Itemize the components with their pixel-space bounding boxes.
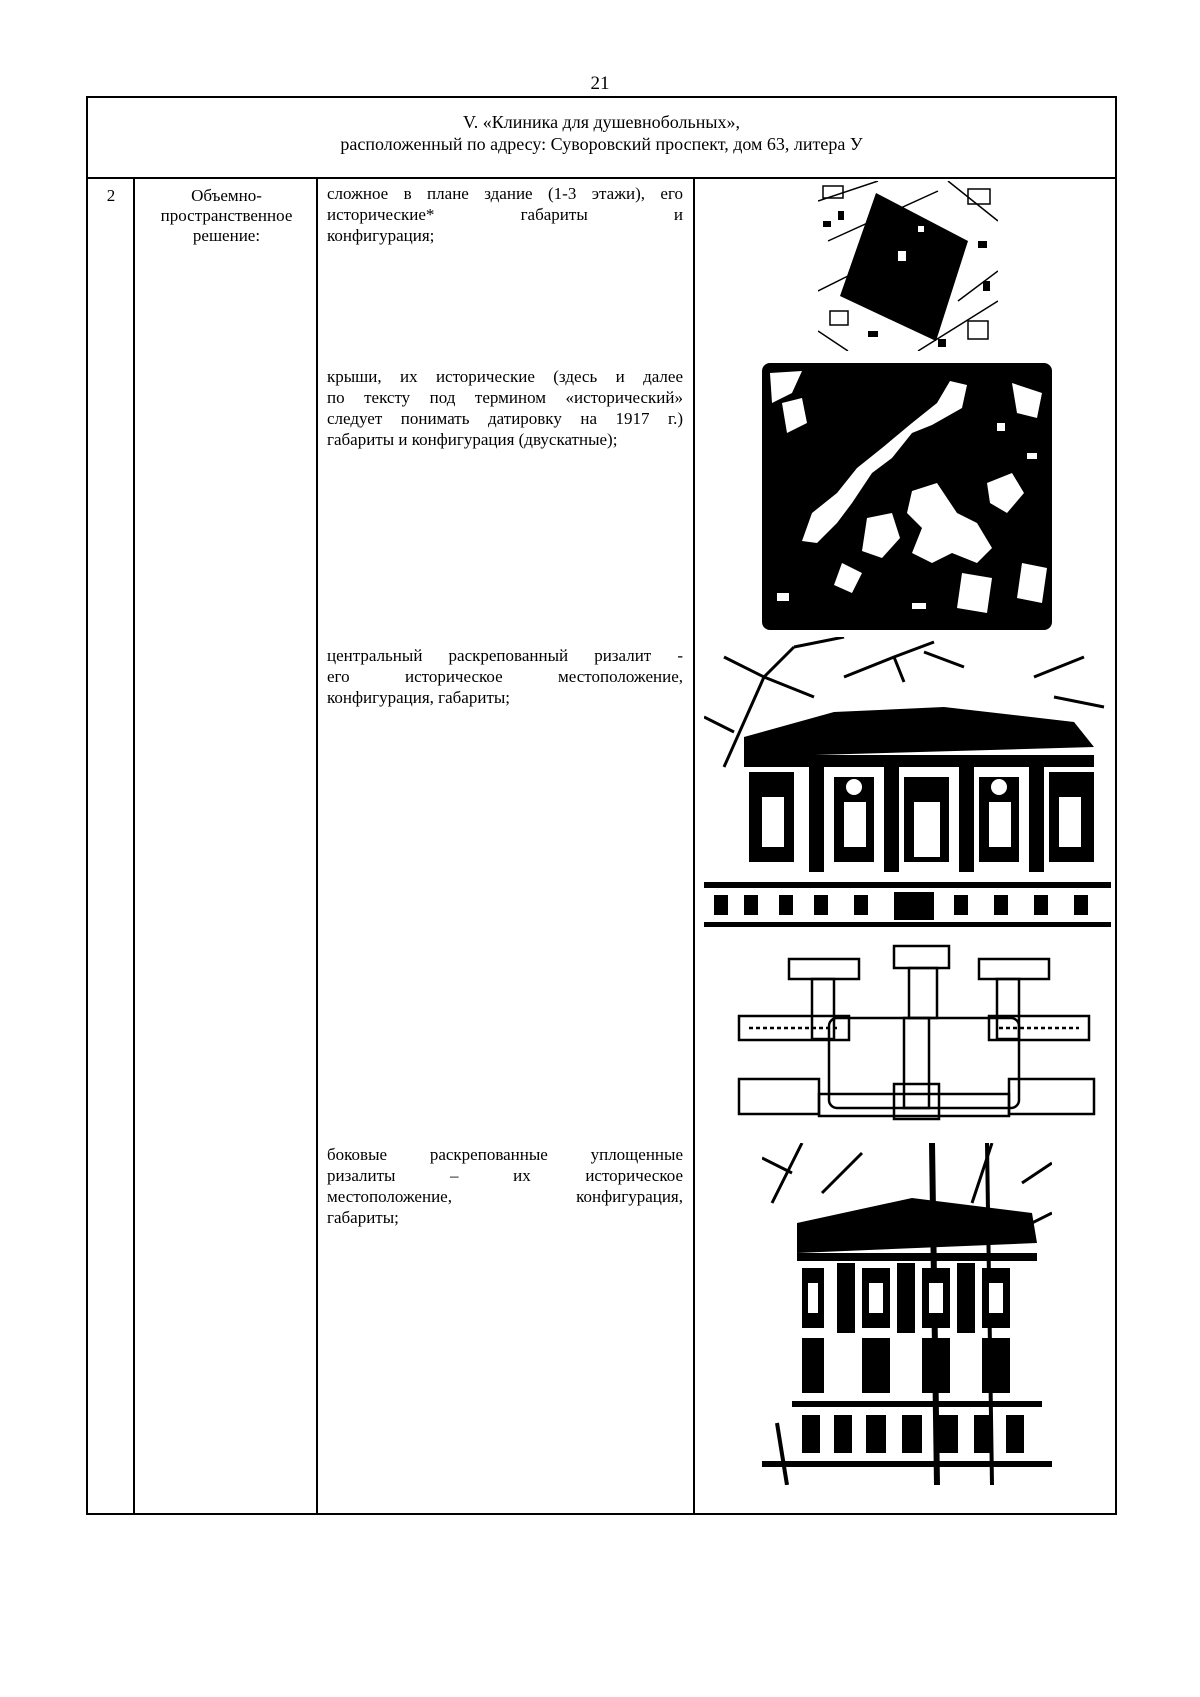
description-line: по тексту под термином «исторический» [327,388,683,407]
description-line: боковые раскрепованные уплощенные [327,1145,683,1164]
description-line: конфигурация, габариты; [327,688,511,707]
central-risalit-photo-image [704,637,1111,929]
column-divider [693,179,695,1515]
description-line: исторические* габариты и [327,205,683,224]
description-line: местоположение, конфигурация, [327,1187,683,1206]
header-address: расположенный по адресу: Суворовский проспект, дом 63, литера У [340,134,863,154]
row-label-line: Объемно- [191,186,262,205]
side-risalit-photo-image [762,1143,1052,1485]
description-line: габариты; [327,1208,399,1227]
description-item [327,645,683,708]
row-number: 2 [106,186,116,205]
column-divider [133,179,135,1515]
page-number: 21 [590,73,610,94]
description-line: его историческое местоположение, [327,667,683,686]
description-line: центральный раскрепованный ризалит - [327,646,683,665]
row-label-line: пространственное [160,206,293,225]
description-item [327,366,683,450]
description-item [327,183,683,246]
row-label-line: решение: [192,226,261,245]
site-plan-map-image [818,181,998,351]
description-line: сложное в плане здание (1-3 этажи), его [327,184,683,203]
column-divider [316,179,318,1515]
floor-plan-drawing-image [729,944,1100,1122]
description-item [327,1144,683,1228]
description-line: габариты и конфигурация (двускатные); [327,430,618,449]
table-header [86,96,1117,179]
header-title: V. «Клиника для душевнобольных», [463,112,740,132]
description-line: конфигурация; [327,226,435,245]
description-line: ризалиты – их историческое [327,1166,683,1185]
aerial-roof-photo-image [762,363,1052,630]
description-line: крыши, их исторические (здесь и далее [327,367,683,386]
row-label [136,186,317,246]
description-line: следует понимать датировку на 1917 г.) [327,409,683,428]
